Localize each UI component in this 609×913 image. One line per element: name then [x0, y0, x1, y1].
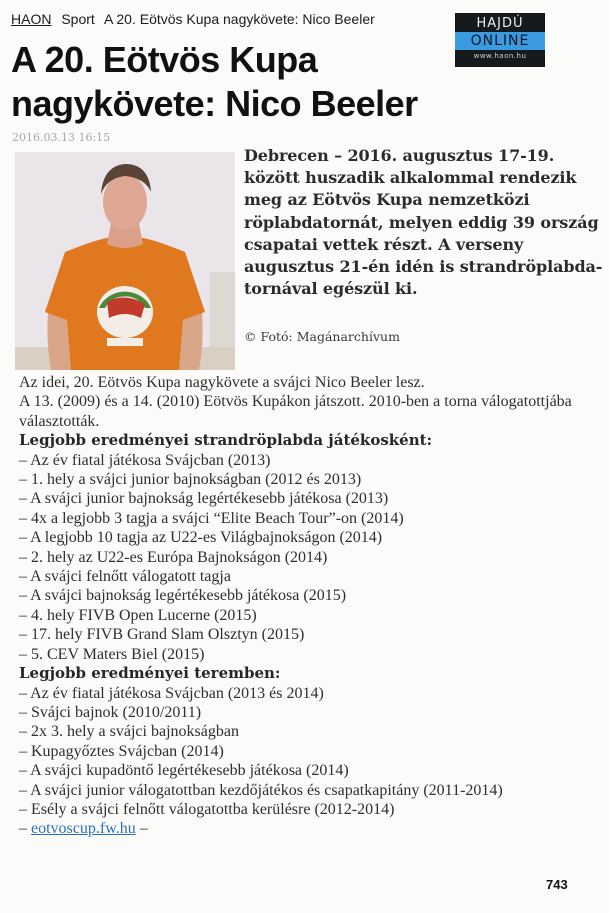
- page-number: 743: [546, 877, 568, 892]
- list-item: – 1. hely a svájci junior bajnokságban (2012 és 2013): [19, 471, 362, 489]
- face: [103, 174, 147, 230]
- list-item: – 2x 3. hely a svájci bajnokságban: [19, 723, 239, 741]
- list-item: – 4. hely FIVB Open Lucerne (2015): [19, 606, 257, 624]
- shirt-logo-banner: [107, 338, 143, 346]
- list-item: – A svájci felnőtt válogatott tagja: [19, 568, 231, 586]
- link-suffix: –: [135, 820, 148, 838]
- breadcrumb-current: A 20. Eötvös Kupa nagykövete: Nico Beeler: [103, 11, 375, 27]
- article-body: [19, 373, 604, 839]
- photo-caption: © Fotó: Magánarchívum: [244, 329, 400, 344]
- list-item: – A legjobb 10 tagja az U22-es Világbajnokságon (2014): [19, 529, 383, 547]
- list-item: – A svájci bajnokság legértékesebb játékosa (2015): [19, 587, 347, 605]
- logo-line-2: ONLINE: [455, 32, 545, 50]
- list-item: – 4x a legjobb 3 tagja a svájci “Elite Beach Tour”-on (2014): [19, 509, 404, 527]
- breadcrumb-sport-link[interactable]: Sport: [61, 11, 95, 27]
- intro-paragraph: Az idei, 20. Eötvös Kupa nagykövete a svájci Nico Beeler lesz.: [19, 374, 425, 391]
- list-item: – Az év fiatal játékosa Svájcban (2013): [19, 451, 271, 469]
- logo-url: www.haon.hu: [473, 52, 527, 60]
- breadcrumb: [11, 11, 381, 27]
- list-item: – A svájci junior bajnokság legértékesebb játékosa (2013): [19, 490, 389, 508]
- link-prefix: –: [19, 820, 31, 838]
- list-item: – Az év fiatal játékosa Svájcban (2013 és 2014): [19, 684, 324, 702]
- website-link[interactable]: eotvoscup.fw.hu: [31, 820, 136, 838]
- breadcrumb-home-link[interactable]: HAON: [11, 11, 52, 27]
- intro-paragraph: A 13. (2009) és a 14. (2010) Eötvös Kupákon játszott. 2010-ben a torna válogatottjába választották.: [19, 393, 572, 430]
- article-lead: Debrecen – 2016. augusztus 17-19. között huszadik alkalommal rendezik meg az Eötvös Kupa nemzetközi röplabdatornát, melyen eddig 39 ország csapatai vettek részt. A verseny augusztus 21-én idén is strandröplabda-tornával egészül ki.: [244, 146, 603, 299]
- website-line: [19, 819, 604, 838]
- list-item: – A svájci kupadöntő legértékesebb játékosa (2014): [19, 762, 349, 780]
- beach-results-heading: Legjobb eredményei strandröplabda játékosként:: [19, 431, 433, 450]
- beach-results-list: [19, 451, 604, 664]
- list-item: – 2. hely az U22-es Európa Bajnokságon (2014): [19, 548, 328, 566]
- article-photo: [15, 152, 235, 370]
- list-item: – A svájci junior válogatottban kezdőjátékos és csapatkapitány (2011-2014): [19, 781, 503, 799]
- list-item: – Svájci bajnok (2010/2011): [19, 703, 202, 721]
- article-title: A 20. Eötvös Kupa nagykövete: Nico Beeler: [11, 39, 418, 124]
- list-item: – 17. hely FIVB Grand Slam Olsztyn (2015): [19, 626, 305, 644]
- indoor-results-heading: Legjobb eredményei teremben:: [19, 664, 281, 683]
- article-timestamp: 2016.03.13 16:15: [12, 131, 111, 144]
- logo-line-1: HAJDÚ: [476, 16, 524, 31]
- list-item: – 5. CEV Maters Biel (2015): [19, 645, 205, 663]
- indoor-results-list: [19, 684, 604, 820]
- list-item: – Kupagyőztes Svájcban (2014): [19, 742, 224, 760]
- portrait-illustration: [15, 152, 235, 370]
- list-item: – Esély a svájci felnőtt válogatottba kerülésre (2012-2014): [19, 800, 395, 818]
